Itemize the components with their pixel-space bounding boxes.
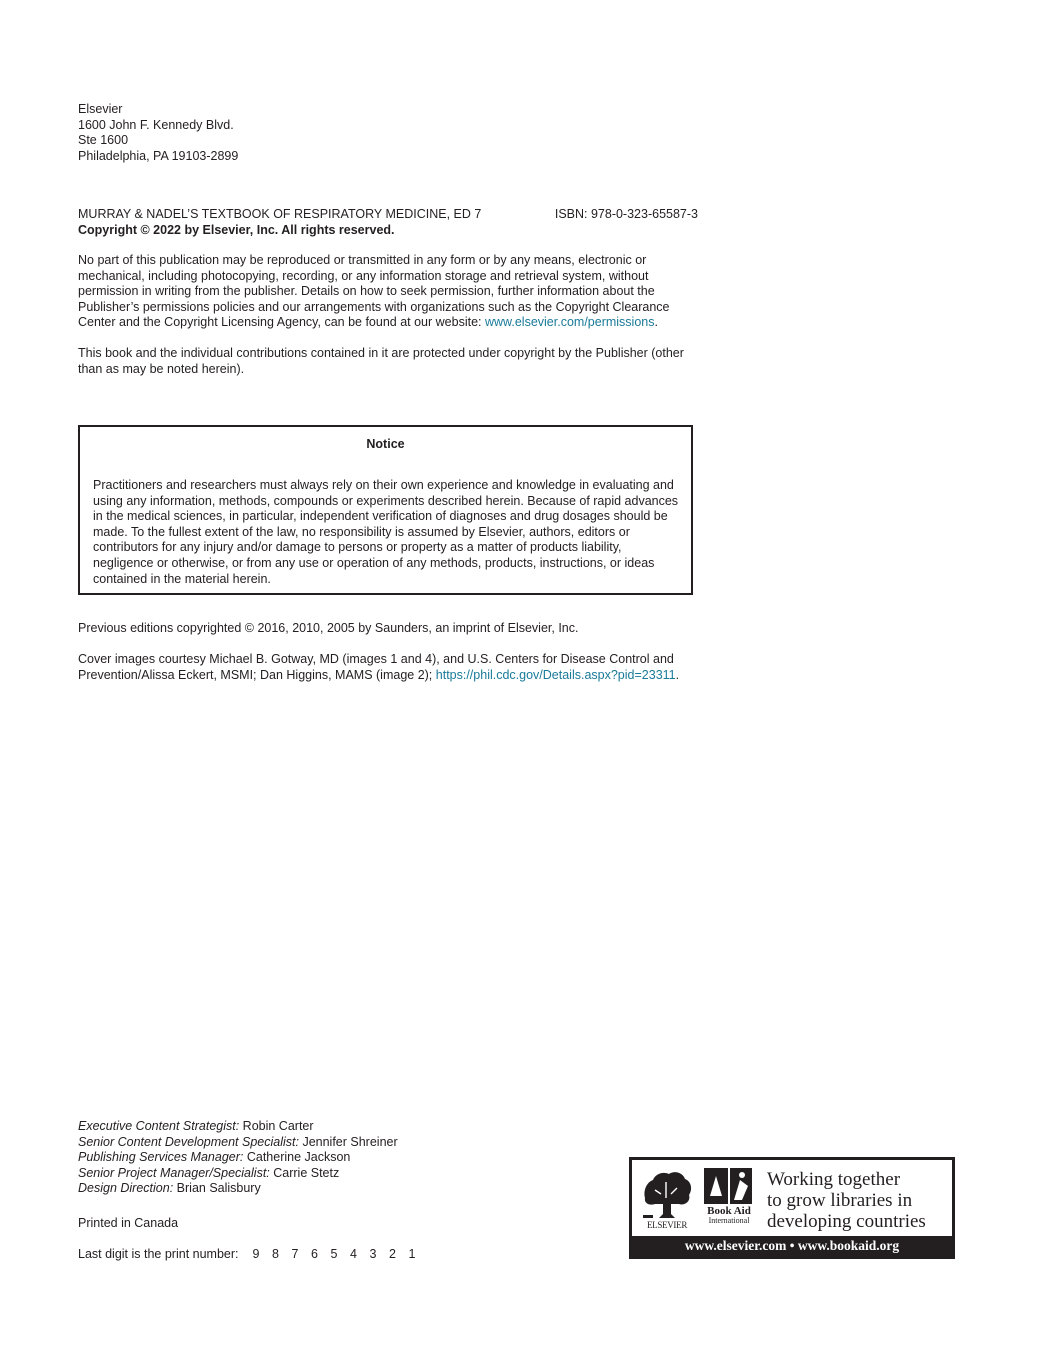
elsevier-wordmark: ELSEVIER [646, 1220, 688, 1230]
previous-editions: Previous editions copyrighted © 2016, 2010, 2005 by Saunders, an imprint of Elsevier, Inc. [78, 621, 579, 635]
book-title-block [78, 207, 698, 238]
print-digit: 8 [272, 1247, 279, 1261]
credit-name: Robin Carter [239, 1119, 314, 1133]
bookaid-word-1: Book Aid [707, 1205, 751, 1217]
cdc-link[interactable]: https://phil.cdc.gov/Details.aspx?pid=23311 [435, 667, 676, 682]
cover-credits [78, 652, 700, 683]
credit-role: Senior Project Manager/Specialist: [78, 1165, 270, 1180]
slogan-line: to grow libraries in [767, 1190, 913, 1211]
bookaid-ad-panel [632, 1160, 952, 1236]
credit-line [78, 1181, 498, 1197]
credit-role: Design Direction: [78, 1181, 174, 1196]
print-digit: 3 [369, 1247, 377, 1261]
book-title: MURRAY & NADEL’S TEXTBOOK OF RESPIRATORY MEDICINE, ED 7 [78, 207, 482, 221]
copyright-line: Copyright © 2022 by Elsevier, Inc. All rights reserved. [78, 222, 395, 237]
credit-line [78, 1166, 498, 1182]
notice-heading: Notice [366, 437, 405, 451]
permissions-link[interactable]: www.elsevier.com/permissions [484, 315, 655, 330]
printed-in: Printed in Canada [78, 1216, 179, 1230]
print-digit: 6 [311, 1247, 318, 1261]
cover-text: Cover images courtesy Michael B. Gotway, MD (images 1 and 4), and U.S. Centers for Disease Control and Prevention/Alissa Eckert, MSMI; Dan Higgins, MAMS (image 2); [78, 652, 674, 682]
print-digit: 9 [252, 1247, 260, 1261]
credit-line [78, 1119, 498, 1135]
print-digit: 7 [291, 1247, 299, 1261]
bookaid-urls[interactable]: www.elsevier.com • www.bookaid.org [684, 1238, 900, 1253]
bookaid-wordmark [701, 1206, 757, 1226]
cover-end: . [675, 667, 680, 682]
credit-name: Brian Salisbury [173, 1181, 261, 1196]
address-line: Ste 1600 [78, 133, 129, 148]
address-line: Philadelphia, PA 19103-2899 [78, 148, 239, 163]
print-digit: 2 [389, 1247, 396, 1261]
bookaid-logo-icon [702, 1166, 754, 1206]
publisher-address [78, 102, 378, 164]
staff-credits [78, 1119, 498, 1197]
address-line: 1600 John F. Kennedy Blvd. [78, 117, 234, 132]
bookaid-word-2: International [708, 1216, 750, 1225]
rights-text: No part of this publication may be reproduced or transmitted in any form or by any means, electronic or mechanical, including photocopying, recording, or any information storage and retrieval system, without permission in writing from the publisher. Details on how to seek permission, further information about the Publisher’s permissions policies and our arrangements with organizations such as the Copyright Clearance Center and the Copyright Licensing Agency, can be found at our website: [78, 253, 670, 330]
credit-role: Executive Content Strategist: [78, 1119, 240, 1133]
contributions-paragraph: This book and the individual contributions contained in it are protected under copyright by the Publisher (other than as may be noted herein). [78, 346, 684, 376]
print-digit: 4 [350, 1247, 357, 1261]
print-digit: 5 [330, 1247, 338, 1261]
credit-role: Senior Content Development Specialist: [78, 1134, 299, 1149]
address-line: Elsevier [78, 102, 123, 116]
isbn: ISBN: 978-0-323-65587-3 [554, 207, 698, 221]
notice-box [78, 425, 693, 595]
slogan-line: Working together [767, 1169, 901, 1190]
credit-name: Carrie Stetz [269, 1165, 340, 1180]
rights-paragraph [78, 253, 700, 331]
print-number-line [78, 1247, 478, 1263]
bookaid-ad [629, 1157, 955, 1259]
print-number-label: Last digit is the print number: [78, 1247, 239, 1261]
credit-role: Publishing Services Manager: [78, 1150, 244, 1165]
notice-body: Practitioners and researchers must always rely on their own experience and knowledge in evaluating and using any information, methods, compounds or experiments described herein. Because of rapid advances in the medical sciences, in particular, independent verification of diagnoses and drug dosages should be made. To the fullest extent of the law, no responsibility is assumed by Elsevier, authors, editors or contributors for any injury and/or damage to persons or property as a matter of products liability, negligence or otherwise, or from any use or operation of any methods, products, instructions, or ideas contained in the material herein. [93, 478, 679, 586]
print-digit: 1 [408, 1247, 416, 1261]
credit-line [78, 1150, 498, 1166]
bookaid-slogan [767, 1169, 952, 1232]
credit-line [78, 1135, 498, 1151]
rights-end: . [654, 315, 658, 330]
print-digits [253, 1247, 429, 1261]
elsevier-tree-logo-icon [641, 1168, 693, 1220]
credit-name: Jennifer Shreiner [298, 1134, 398, 1149]
slogan-line: developing countries [767, 1211, 926, 1232]
credit-name: Catherine Jackson [243, 1150, 351, 1165]
